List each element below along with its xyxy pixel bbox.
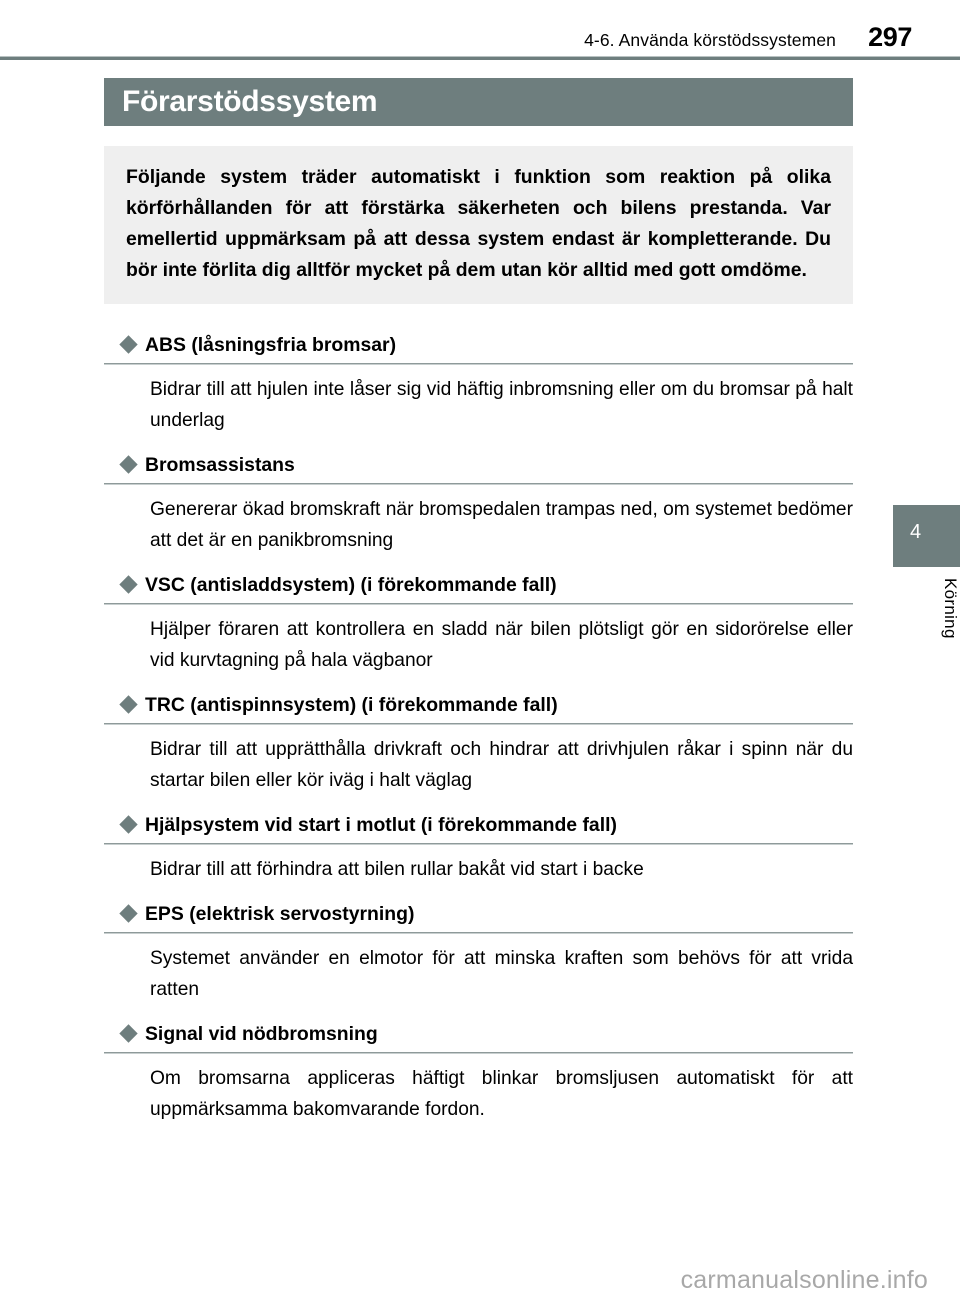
list-item <box>104 1021 853 1141</box>
entry-heading <box>104 692 853 723</box>
list-item <box>104 572 853 692</box>
entry-body: Bidrar till att upprätthålla drivkraft och hindrar att drivhjulen råkar i spinn när du startar bilen eller kör iväg i halt väglag <box>150 739 853 791</box>
diamond-bullet-icon <box>119 815 137 833</box>
page-number: 297 <box>868 22 912 52</box>
intro-note-box <box>104 146 853 304</box>
entry-title: TRC (antispinnsystem) (i förekommande fall) <box>145 694 558 716</box>
list-item <box>104 332 853 452</box>
diamond-bullet-icon <box>119 904 137 922</box>
entry-body: Genererar ökad bromskraft när bromspedalen trampas ned, om systemet bedömer att det är en panikbromsning <box>150 499 853 551</box>
entry-heading <box>104 901 853 932</box>
system-entry-list <box>104 332 853 1141</box>
diamond-bullet-icon <box>119 1024 137 1042</box>
list-item <box>104 692 853 812</box>
entry-title: VSC (antisladdsystem) (i förekommande fall) <box>145 574 557 596</box>
diamond-bullet-icon <box>119 575 137 593</box>
entry-body: Hjälper föraren att kontrollera en sladd när bilen plötsligt gör en sidorörelse eller vid kurvtagning på hala vägbanor <box>150 619 853 671</box>
header-divider <box>0 56 960 60</box>
chapter-tab-marker <box>893 505 960 567</box>
list-item <box>104 901 853 1021</box>
diamond-bullet-icon <box>119 335 137 353</box>
diamond-bullet-icon <box>119 455 137 473</box>
entry-body: Systemet använder en elmotor för att minska kraften som behövs för att vrida ratten <box>150 948 853 1000</box>
intro-note-text: Följande system träder automatiskt i funktion som reaktion på olika körförhållanden för att förstärka säkerheten och bilens prestanda. Var emellertid uppmärksam på att dessa system endast är kompletterande. Du bör inte förlita dig alltför mycket på dem utan kör alltid med gott omdöme. <box>126 166 831 281</box>
entry-title: EPS (elektrisk servostyrning) <box>145 903 415 925</box>
entry-body: Bidrar till att hjulen inte låser sig vid häftig inbromsning eller om du bromsar på halt underlag <box>150 379 853 431</box>
entry-heading <box>104 812 853 843</box>
entry-body: Om bromsarna appliceras häftigt blinkar bromsljusen automatiskt för att uppmärksamma bakomvarande fordon. <box>150 1068 853 1120</box>
page-title: Förarstödssystem <box>122 85 378 118</box>
footer-watermark: carmanualsonline.info <box>680 1266 928 1294</box>
page-header-inner <box>584 22 912 53</box>
entry-heading <box>104 1021 853 1052</box>
entry-heading <box>104 332 853 363</box>
entry-title: Signal vid nödbromsning <box>145 1023 378 1045</box>
header-section-title: 4-6. Använda körstödssystemen <box>584 30 836 50</box>
entry-title: ABS (låsningsfria bromsar) <box>145 334 397 356</box>
entry-title: Bromsassistans <box>145 454 295 476</box>
entry-title: Hjälpsystem vid start i motlut (i förekommande fall) <box>145 814 617 836</box>
entry-heading <box>104 452 853 483</box>
chapter-number: 4 <box>910 521 922 543</box>
entry-body: Bidrar till att förhindra att bilen rullar bakåt vid start i backe <box>150 859 644 880</box>
entry-heading <box>104 572 853 603</box>
diamond-bullet-icon <box>119 695 137 713</box>
page-header <box>0 0 960 56</box>
chapter-label: Körning <box>941 578 960 639</box>
list-item <box>104 812 853 901</box>
section-title-banner <box>104 78 853 126</box>
list-item <box>104 452 853 572</box>
